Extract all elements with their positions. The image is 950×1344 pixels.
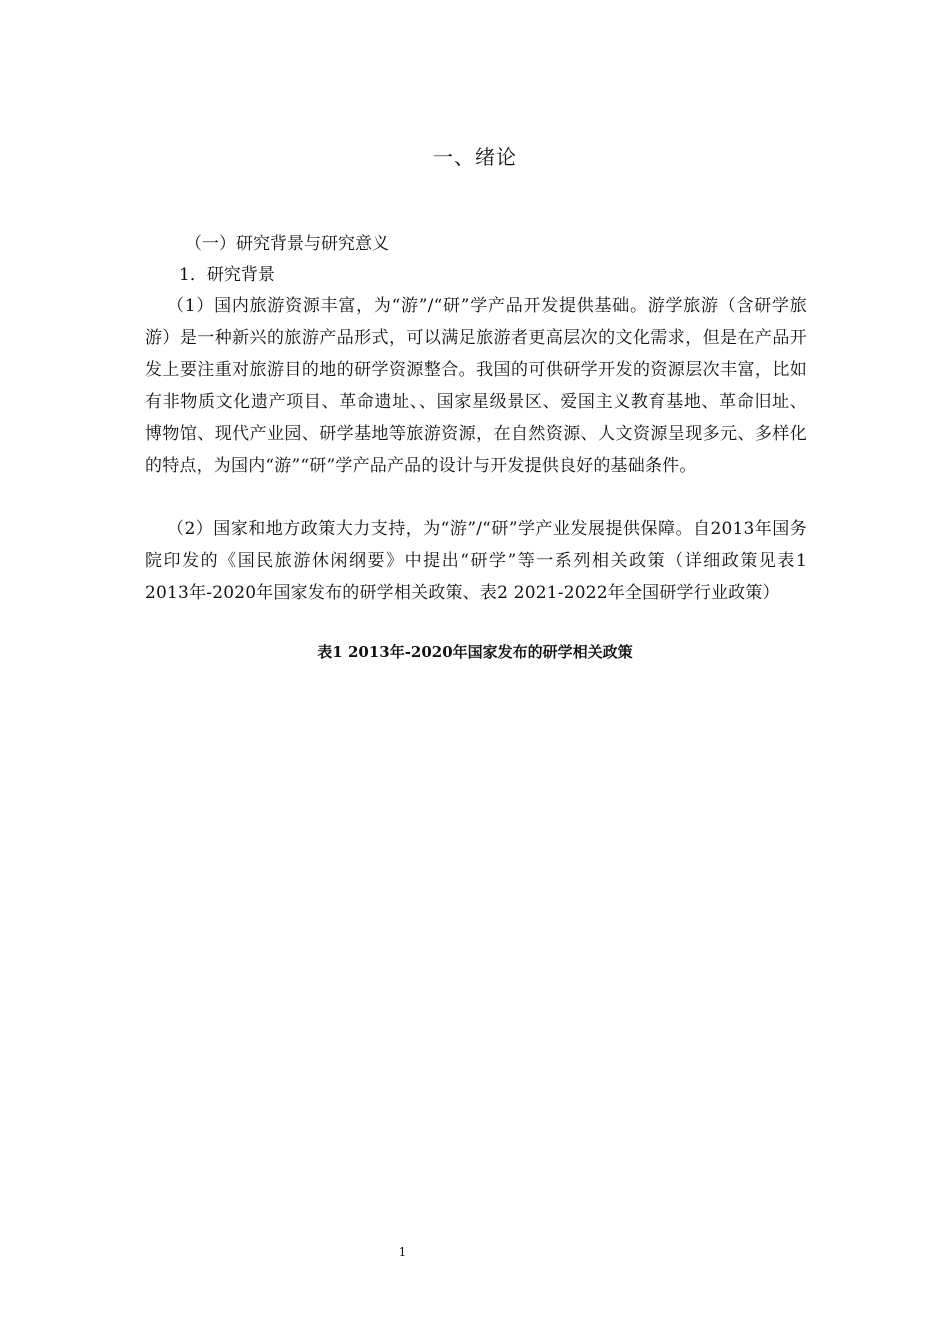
chapter-title: 一、绪论 [433,145,517,169]
paragraph-resources: （1）国内旅游资源丰富，为“游”/“研”学产品开发提供基础。游学旅游（含研学旅游）是一种新兴的旅游产品形式，可以满足旅游者更高层次的文化需求，但是在产品开发上要注重对旅游目的地的研学资源整合。我国的可供研学开发的资源层次丰富，比如有非物质文化遗产项目、革命遗址、、国家星级景区、爱国主义教育基地、革命旧址、博物馆、现代产业园、研学基地等旅游资源，在自然资源、人文资源呈现多元、多样化的特点，为国内“游”“研”学产品产品的设计与开发提供良好的基础条件。 [145,296,807,476]
paragraph-policy: （2）国家和地方政策大力支持，为“游”/“研”学产业发展提供保障。自2013年国务院印发的《国民旅游休闲纲要》中提出“研学”等一系列相关政策（详细政策见表1 2013年-2020年国家发布的研学相关政策、表2 2021-2022年全国研学行业政策） [145,519,807,603]
sub-heading: 1．研究背景 [179,265,275,285]
page-number: 1 [398,1245,407,1259]
table-caption: 表1 2013年-2020年国家发布的研学相关政策 [317,643,633,661]
section-heading: （一）研究背景与研究意义 [185,234,389,254]
